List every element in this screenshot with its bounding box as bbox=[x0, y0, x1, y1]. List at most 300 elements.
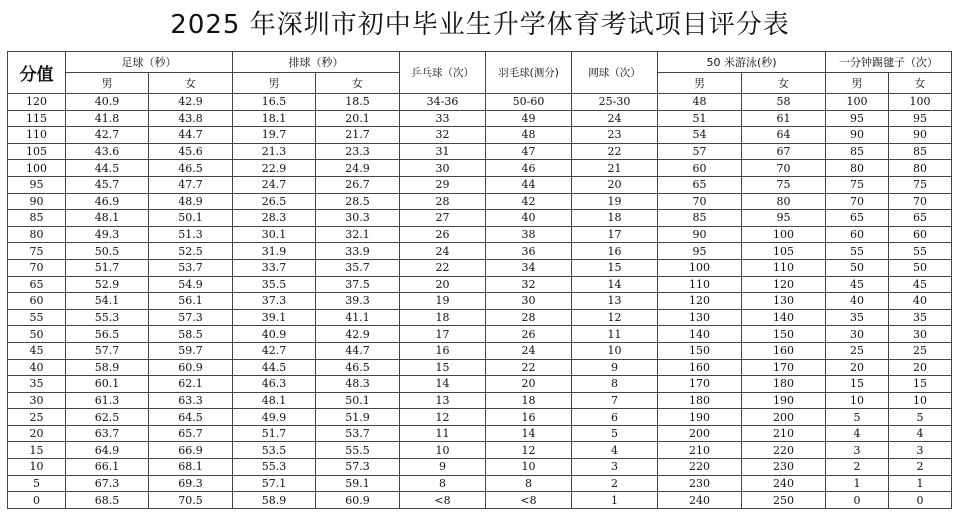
cell-swim-female: 100 bbox=[742, 226, 826, 243]
cell-volleyball-female: 59.1 bbox=[316, 475, 400, 492]
table-row bbox=[8, 276, 952, 293]
cell-football-male: 57.7 bbox=[66, 342, 149, 359]
cell-shuttlecock-female: 0 bbox=[889, 492, 952, 509]
cell-volleyball-male: 33.7 bbox=[233, 259, 316, 276]
cell-swim-female: 61 bbox=[742, 110, 826, 127]
cell-football-male: 66.1 bbox=[66, 459, 149, 476]
cell-swim-male: 48 bbox=[658, 94, 742, 111]
cell-score: 95 bbox=[8, 176, 66, 193]
cell-tennis: 13 bbox=[572, 293, 658, 310]
cell-shuttlecock-male: 15 bbox=[826, 376, 889, 393]
table-row bbox=[8, 193, 952, 210]
cell-score: 85 bbox=[8, 210, 66, 227]
table-row bbox=[8, 259, 952, 276]
cell-swim-male: 150 bbox=[658, 342, 742, 359]
cell-swim-female: 95 bbox=[742, 210, 826, 227]
cell-tennis: 9 bbox=[572, 359, 658, 376]
cell-volleyball-female: 57.3 bbox=[316, 459, 400, 476]
cell-pingpong: <8 bbox=[400, 492, 486, 509]
cell-badminton: 16 bbox=[486, 409, 572, 426]
cell-swim-female: 150 bbox=[742, 326, 826, 343]
cell-football-male: 52.9 bbox=[66, 276, 149, 293]
table-row bbox=[8, 326, 952, 343]
cell-football-female: 63.3 bbox=[149, 392, 233, 409]
cell-football-female: 54.9 bbox=[149, 276, 233, 293]
header-shuttlecock-female: 女 bbox=[889, 73, 952, 94]
cell-volleyball-female: 32.1 bbox=[316, 226, 400, 243]
cell-pingpong: 16 bbox=[400, 342, 486, 359]
cell-swim-male: 60 bbox=[658, 160, 742, 177]
cell-swim-male: 200 bbox=[658, 425, 742, 442]
cell-shuttlecock-male: 35 bbox=[826, 309, 889, 326]
cell-tennis: 6 bbox=[572, 409, 658, 426]
page-title: 2025 年深圳市初中毕业生升学体育考试项目评分表 bbox=[170, 10, 790, 40]
cell-shuttlecock-female: 25 bbox=[889, 342, 952, 359]
cell-badminton: 24 bbox=[486, 342, 572, 359]
header-score: 分值 bbox=[8, 52, 66, 94]
header-shuttlecock: 一分钟踢毽子（次） bbox=[826, 52, 952, 73]
cell-volleyball-female: 55.5 bbox=[316, 442, 400, 459]
cell-score: 5 bbox=[8, 475, 66, 492]
cell-swim-female: 210 bbox=[742, 425, 826, 442]
table-row bbox=[8, 309, 952, 326]
cell-swim-female: 220 bbox=[742, 442, 826, 459]
cell-swim-male: 230 bbox=[658, 475, 742, 492]
header-football-female: 女 bbox=[149, 73, 233, 94]
cell-shuttlecock-male: 100 bbox=[826, 94, 889, 111]
header-volleyball: 排球（秒） bbox=[233, 52, 400, 73]
cell-volleyball-male: 18.1 bbox=[233, 110, 316, 127]
cell-score: 80 bbox=[8, 226, 66, 243]
table-row bbox=[8, 243, 952, 260]
table-row bbox=[8, 210, 952, 227]
cell-football-female: 58.5 bbox=[149, 326, 233, 343]
cell-badminton: 38 bbox=[486, 226, 572, 243]
cell-swim-male: 140 bbox=[658, 326, 742, 343]
header-volleyball-male: 男 bbox=[233, 73, 316, 94]
cell-football-male: 40.9 bbox=[66, 94, 149, 111]
cell-shuttlecock-female: 70 bbox=[889, 193, 952, 210]
cell-football-male: 67.3 bbox=[66, 475, 149, 492]
cell-shuttlecock-female: 35 bbox=[889, 309, 952, 326]
cell-tennis: 19 bbox=[572, 193, 658, 210]
cell-football-female: 43.8 bbox=[149, 110, 233, 127]
cell-pingpong: 33 bbox=[400, 110, 486, 127]
cell-football-female: 66.9 bbox=[149, 442, 233, 459]
cell-badminton: 47 bbox=[486, 143, 572, 160]
cell-volleyball-female: 51.9 bbox=[316, 409, 400, 426]
cell-badminton: 20 bbox=[486, 376, 572, 393]
score-table bbox=[7, 51, 952, 509]
cell-shuttlecock-male: 75 bbox=[826, 176, 889, 193]
cell-tennis: 18 bbox=[572, 210, 658, 227]
cell-football-female: 53.7 bbox=[149, 259, 233, 276]
cell-volleyball-male: 37.3 bbox=[233, 293, 316, 310]
cell-badminton: 36 bbox=[486, 243, 572, 260]
cell-badminton: 22 bbox=[486, 359, 572, 376]
cell-swim-female: 160 bbox=[742, 342, 826, 359]
cell-volleyball-female: 46.5 bbox=[316, 359, 400, 376]
cell-volleyball-male: 16.5 bbox=[233, 94, 316, 111]
cell-pingpong: 30 bbox=[400, 160, 486, 177]
cell-score: 45 bbox=[8, 342, 66, 359]
cell-football-male: 63.7 bbox=[66, 425, 149, 442]
cell-swim-male: 110 bbox=[658, 276, 742, 293]
cell-tennis: 21 bbox=[572, 160, 658, 177]
header-football-male: 男 bbox=[66, 73, 149, 94]
cell-football-female: 64.5 bbox=[149, 409, 233, 426]
cell-swim-female: 250 bbox=[742, 492, 826, 509]
cell-volleyball-male: 42.7 bbox=[233, 342, 316, 359]
cell-volleyball-male: 19.7 bbox=[233, 127, 316, 144]
cell-shuttlecock-female: 10 bbox=[889, 392, 952, 409]
cell-tennis: 12 bbox=[572, 309, 658, 326]
table-row bbox=[8, 409, 952, 426]
cell-shuttlecock-female: 40 bbox=[889, 293, 952, 310]
table-row bbox=[8, 392, 952, 409]
cell-swim-female: 58 bbox=[742, 94, 826, 111]
header-football: 足球（秒） bbox=[66, 52, 233, 73]
cell-shuttlecock-female: 45 bbox=[889, 276, 952, 293]
cell-pingpong: 15 bbox=[400, 359, 486, 376]
cell-badminton: 34 bbox=[486, 259, 572, 276]
table-row bbox=[8, 459, 952, 476]
cell-tennis: 1 bbox=[572, 492, 658, 509]
cell-volleyball-male: 35.5 bbox=[233, 276, 316, 293]
cell-tennis: 15 bbox=[572, 259, 658, 276]
cell-swim-female: 70 bbox=[742, 160, 826, 177]
table-row bbox=[8, 492, 952, 509]
cell-volleyball-female: 28.5 bbox=[316, 193, 400, 210]
cell-football-male: 58.9 bbox=[66, 359, 149, 376]
cell-badminton: <8 bbox=[486, 492, 572, 509]
cell-volleyball-male: 22.9 bbox=[233, 160, 316, 177]
cell-football-female: 45.6 bbox=[149, 143, 233, 160]
cell-football-female: 62.1 bbox=[149, 376, 233, 393]
cell-shuttlecock-female: 85 bbox=[889, 143, 952, 160]
cell-swim-male: 180 bbox=[658, 392, 742, 409]
cell-shuttlecock-male: 10 bbox=[826, 392, 889, 409]
cell-football-female: 59.7 bbox=[149, 342, 233, 359]
cell-badminton: 28 bbox=[486, 309, 572, 326]
cell-volleyball-male: 49.9 bbox=[233, 409, 316, 426]
cell-tennis: 24 bbox=[572, 110, 658, 127]
cell-football-male: 46.9 bbox=[66, 193, 149, 210]
cell-tennis: 2 bbox=[572, 475, 658, 492]
cell-volleyball-female: 20.1 bbox=[316, 110, 400, 127]
cell-football-female: 70.5 bbox=[149, 492, 233, 509]
cell-score: 50 bbox=[8, 326, 66, 343]
cell-football-female: 44.7 bbox=[149, 127, 233, 144]
cell-volleyball-female: 33.9 bbox=[316, 243, 400, 260]
table-row bbox=[8, 143, 952, 160]
cell-football-male: 44.5 bbox=[66, 160, 149, 177]
cell-score: 40 bbox=[8, 359, 66, 376]
cell-swim-male: 85 bbox=[658, 210, 742, 227]
cell-volleyball-female: 24.9 bbox=[316, 160, 400, 177]
cell-volleyball-female: 53.7 bbox=[316, 425, 400, 442]
cell-pingpong: 10 bbox=[400, 442, 486, 459]
cell-pingpong: 11 bbox=[400, 425, 486, 442]
table-row bbox=[8, 293, 952, 310]
table-row bbox=[8, 359, 952, 376]
cell-shuttlecock-male: 85 bbox=[826, 143, 889, 160]
cell-volleyball-female: 48.3 bbox=[316, 376, 400, 393]
cell-badminton: 18 bbox=[486, 392, 572, 409]
header-volleyball-female: 女 bbox=[316, 73, 400, 94]
cell-volleyball-male: 51.7 bbox=[233, 425, 316, 442]
cell-shuttlecock-male: 2 bbox=[826, 459, 889, 476]
cell-tennis: 4 bbox=[572, 442, 658, 459]
cell-football-female: 47.7 bbox=[149, 176, 233, 193]
cell-badminton: 8 bbox=[486, 475, 572, 492]
cell-volleyball-male: 30.1 bbox=[233, 226, 316, 243]
cell-score: 20 bbox=[8, 425, 66, 442]
cell-volleyball-female: 18.5 bbox=[316, 94, 400, 111]
cell-swim-female: 130 bbox=[742, 293, 826, 310]
cell-volleyball-female: 23.3 bbox=[316, 143, 400, 160]
cell-score: 25 bbox=[8, 409, 66, 426]
table-row bbox=[8, 176, 952, 193]
cell-shuttlecock-female: 15 bbox=[889, 376, 952, 393]
cell-swim-male: 120 bbox=[658, 293, 742, 310]
cell-shuttlecock-female: 60 bbox=[889, 226, 952, 243]
cell-shuttlecock-male: 50 bbox=[826, 259, 889, 276]
cell-swim-female: 170 bbox=[742, 359, 826, 376]
cell-football-female: 50.1 bbox=[149, 210, 233, 227]
cell-football-male: 61.3 bbox=[66, 392, 149, 409]
cell-pingpong: 26 bbox=[400, 226, 486, 243]
cell-shuttlecock-male: 60 bbox=[826, 226, 889, 243]
cell-swim-female: 64 bbox=[742, 127, 826, 144]
cell-swim-male: 54 bbox=[658, 127, 742, 144]
cell-pingpong: 17 bbox=[400, 326, 486, 343]
cell-football-female: 65.7 bbox=[149, 425, 233, 442]
cell-shuttlecock-male: 20 bbox=[826, 359, 889, 376]
cell-swim-female: 75 bbox=[742, 176, 826, 193]
cell-shuttlecock-female: 1 bbox=[889, 475, 952, 492]
cell-volleyball-female: 21.7 bbox=[316, 127, 400, 144]
cell-swim-male: 210 bbox=[658, 442, 742, 459]
cell-shuttlecock-female: 2 bbox=[889, 459, 952, 476]
cell-football-male: 50.5 bbox=[66, 243, 149, 260]
cell-shuttlecock-male: 5 bbox=[826, 409, 889, 426]
cell-shuttlecock-male: 65 bbox=[826, 210, 889, 227]
cell-shuttlecock-female: 90 bbox=[889, 127, 952, 144]
cell-tennis: 14 bbox=[572, 276, 658, 293]
cell-pingpong: 31 bbox=[400, 143, 486, 160]
cell-football-female: 42.9 bbox=[149, 94, 233, 111]
cell-volleyball-female: 30.3 bbox=[316, 210, 400, 227]
cell-shuttlecock-female: 30 bbox=[889, 326, 952, 343]
cell-shuttlecock-female: 4 bbox=[889, 425, 952, 442]
header-shuttlecock-male: 男 bbox=[826, 73, 889, 94]
cell-swim-female: 67 bbox=[742, 143, 826, 160]
cell-score: 115 bbox=[8, 110, 66, 127]
cell-swim-female: 80 bbox=[742, 193, 826, 210]
cell-swim-male: 70 bbox=[658, 193, 742, 210]
table-row bbox=[8, 110, 952, 127]
header-tennis: 网球（次） bbox=[572, 52, 658, 94]
cell-swim-female: 230 bbox=[742, 459, 826, 476]
cell-shuttlecock-male: 3 bbox=[826, 442, 889, 459]
header-swim-female: 女 bbox=[742, 73, 826, 94]
cell-pingpong: 19 bbox=[400, 293, 486, 310]
cell-volleyball-male: 58.9 bbox=[233, 492, 316, 509]
table-header bbox=[8, 52, 952, 94]
cell-football-female: 52.5 bbox=[149, 243, 233, 260]
cell-pingpong: 27 bbox=[400, 210, 486, 227]
cell-swim-female: 180 bbox=[742, 376, 826, 393]
cell-badminton: 46 bbox=[486, 160, 572, 177]
cell-shuttlecock-male: 25 bbox=[826, 342, 889, 359]
cell-tennis: 3 bbox=[572, 459, 658, 476]
cell-pingpong: 13 bbox=[400, 392, 486, 409]
table-row bbox=[8, 425, 952, 442]
cell-tennis: 5 bbox=[572, 425, 658, 442]
cell-score: 65 bbox=[8, 276, 66, 293]
cell-swim-male: 130 bbox=[658, 309, 742, 326]
table-row bbox=[8, 94, 952, 111]
cell-volleyball-male: 40.9 bbox=[233, 326, 316, 343]
cell-score: 105 bbox=[8, 143, 66, 160]
cell-pingpong: 8 bbox=[400, 475, 486, 492]
cell-football-male: 45.7 bbox=[66, 176, 149, 193]
cell-pingpong: 34-36 bbox=[400, 94, 486, 111]
cell-volleyball-male: 57.1 bbox=[233, 475, 316, 492]
cell-tennis: 7 bbox=[572, 392, 658, 409]
cell-badminton: 50-60 bbox=[486, 94, 572, 111]
header-badminton: 羽毛球(测分) bbox=[486, 52, 572, 94]
cell-tennis: 8 bbox=[572, 376, 658, 393]
cell-shuttlecock-female: 100 bbox=[889, 94, 952, 111]
cell-football-female: 57.3 bbox=[149, 309, 233, 326]
cell-volleyball-female: 44.7 bbox=[316, 342, 400, 359]
cell-shuttlecock-male: 90 bbox=[826, 127, 889, 144]
cell-shuttlecock-male: 4 bbox=[826, 425, 889, 442]
cell-swim-female: 120 bbox=[742, 276, 826, 293]
cell-swim-male: 57 bbox=[658, 143, 742, 160]
cell-score: 55 bbox=[8, 309, 66, 326]
cell-score: 90 bbox=[8, 193, 66, 210]
cell-football-female: 60.9 bbox=[149, 359, 233, 376]
cell-football-female: 56.1 bbox=[149, 293, 233, 310]
cell-shuttlecock-male: 30 bbox=[826, 326, 889, 343]
cell-pingpong: 22 bbox=[400, 259, 486, 276]
cell-football-male: 54.1 bbox=[66, 293, 149, 310]
cell-swim-female: 140 bbox=[742, 309, 826, 326]
cell-volleyball-male: 48.1 bbox=[233, 392, 316, 409]
cell-score: 120 bbox=[8, 94, 66, 111]
cell-tennis: 16 bbox=[572, 243, 658, 260]
cell-tennis: 17 bbox=[572, 226, 658, 243]
cell-score: 10 bbox=[8, 459, 66, 476]
cell-football-female: 68.1 bbox=[149, 459, 233, 476]
cell-badminton: 44 bbox=[486, 176, 572, 193]
cell-tennis: 22 bbox=[572, 143, 658, 160]
cell-shuttlecock-female: 55 bbox=[889, 243, 952, 260]
cell-pingpong: 32 bbox=[400, 127, 486, 144]
cell-shuttlecock-male: 40 bbox=[826, 293, 889, 310]
cell-pingpong: 28 bbox=[400, 193, 486, 210]
cell-pingpong: 14 bbox=[400, 376, 486, 393]
cell-swim-male: 51 bbox=[658, 110, 742, 127]
cell-badminton: 49 bbox=[486, 110, 572, 127]
cell-badminton: 30 bbox=[486, 293, 572, 310]
cell-volleyball-female: 37.5 bbox=[316, 276, 400, 293]
cell-score: 110 bbox=[8, 127, 66, 144]
cell-swim-male: 190 bbox=[658, 409, 742, 426]
cell-shuttlecock-male: 45 bbox=[826, 276, 889, 293]
cell-swim-male: 95 bbox=[658, 243, 742, 260]
cell-volleyball-male: 21.3 bbox=[233, 143, 316, 160]
cell-swim-female: 105 bbox=[742, 243, 826, 260]
cell-badminton: 48 bbox=[486, 127, 572, 144]
cell-shuttlecock-female: 95 bbox=[889, 110, 952, 127]
cell-pingpong: 24 bbox=[400, 243, 486, 260]
cell-volleyball-male: 31.9 bbox=[233, 243, 316, 260]
cell-swim-female: 190 bbox=[742, 392, 826, 409]
cell-football-female: 46.5 bbox=[149, 160, 233, 177]
cell-football-female: 69.3 bbox=[149, 475, 233, 492]
cell-tennis: 10 bbox=[572, 342, 658, 359]
cell-score: 0 bbox=[8, 492, 66, 509]
cell-football-male: 41.8 bbox=[66, 110, 149, 127]
cell-pingpong: 12 bbox=[400, 409, 486, 426]
cell-football-male: 56.5 bbox=[66, 326, 149, 343]
cell-swim-female: 240 bbox=[742, 475, 826, 492]
cell-swim-female: 200 bbox=[742, 409, 826, 426]
cell-football-male: 60.1 bbox=[66, 376, 149, 393]
cell-pingpong: 29 bbox=[400, 176, 486, 193]
cell-shuttlecock-male: 70 bbox=[826, 193, 889, 210]
cell-swim-female: 110 bbox=[742, 259, 826, 276]
cell-football-female: 48.9 bbox=[149, 193, 233, 210]
cell-shuttlecock-female: 75 bbox=[889, 176, 952, 193]
cell-score: 35 bbox=[8, 376, 66, 393]
cell-tennis: 20 bbox=[572, 176, 658, 193]
cell-volleyball-male: 46.3 bbox=[233, 376, 316, 393]
cell-pingpong: 9 bbox=[400, 459, 486, 476]
cell-volleyball-female: 26.7 bbox=[316, 176, 400, 193]
header-swim-male: 男 bbox=[658, 73, 742, 94]
cell-volleyball-female: 35.7 bbox=[316, 259, 400, 276]
cell-swim-male: 160 bbox=[658, 359, 742, 376]
cell-badminton: 40 bbox=[486, 210, 572, 227]
cell-swim-male: 240 bbox=[658, 492, 742, 509]
cell-shuttlecock-male: 0 bbox=[826, 492, 889, 509]
cell-football-male: 43.6 bbox=[66, 143, 149, 160]
cell-football-male: 48.1 bbox=[66, 210, 149, 227]
cell-volleyball-male: 39.1 bbox=[233, 309, 316, 326]
cell-pingpong: 18 bbox=[400, 309, 486, 326]
cell-tennis: 11 bbox=[572, 326, 658, 343]
cell-score: 30 bbox=[8, 392, 66, 409]
cell-score: 70 bbox=[8, 259, 66, 276]
cell-score: 75 bbox=[8, 243, 66, 260]
cell-volleyball-male: 28.3 bbox=[233, 210, 316, 227]
cell-shuttlecock-female: 3 bbox=[889, 442, 952, 459]
cell-football-male: 68.5 bbox=[66, 492, 149, 509]
header-pingpong: 乒乓球（次） bbox=[400, 52, 486, 94]
cell-shuttlecock-female: 5 bbox=[889, 409, 952, 426]
cell-tennis: 25-30 bbox=[572, 94, 658, 111]
cell-football-male: 42.7 bbox=[66, 127, 149, 144]
cell-shuttlecock-female: 80 bbox=[889, 160, 952, 177]
cell-score: 60 bbox=[8, 293, 66, 310]
cell-shuttlecock-female: 65 bbox=[889, 210, 952, 227]
cell-volleyball-male: 26.5 bbox=[233, 193, 316, 210]
